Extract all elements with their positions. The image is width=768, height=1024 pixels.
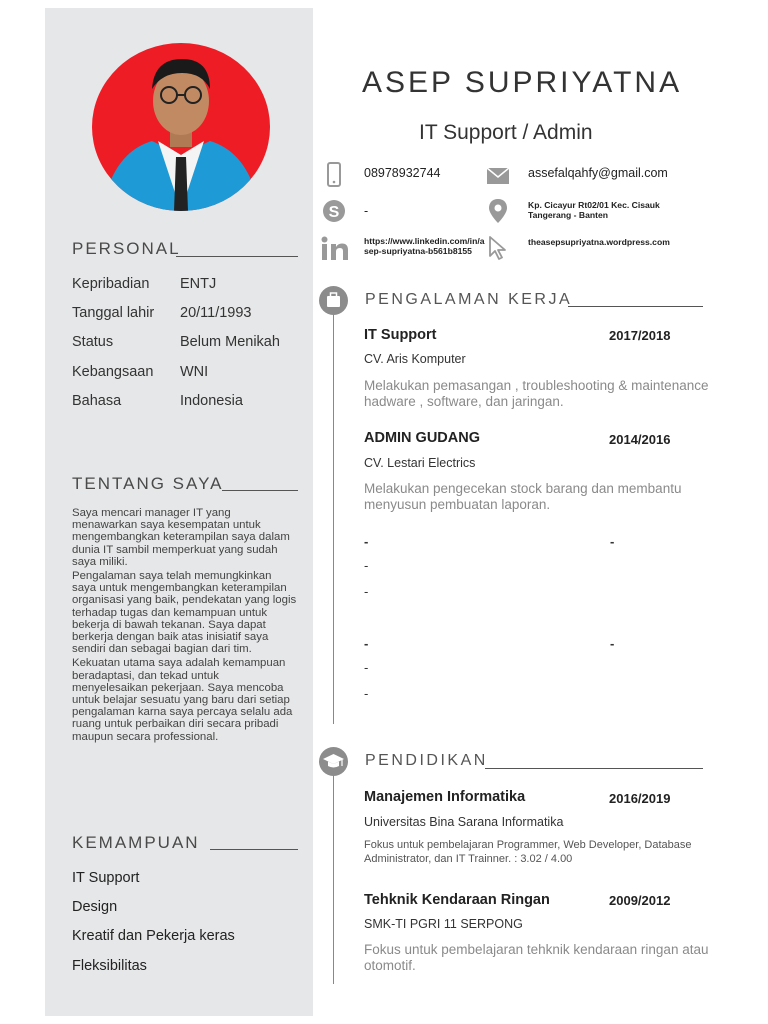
linkedin-icon	[321, 236, 349, 267]
skills-section-title: KEMAMPUAN	[72, 833, 200, 852]
personal-value: ENTJ	[180, 276, 217, 292]
job-title: IT Support	[364, 327, 437, 343]
location-icon	[488, 198, 508, 229]
phone-number[interactable]: 08978932744	[364, 166, 441, 180]
about-title-underline	[222, 490, 298, 491]
experience-timeline-line	[333, 300, 334, 724]
job-description-placeholder: -	[364, 686, 369, 701]
personal-row	[72, 364, 209, 380]
personal-label: Kebangsaan	[72, 364, 154, 380]
education-description: Fokus untuk pembelajaran tehknik kendaraan ringan atau otomotif.	[364, 942, 709, 973]
linkedin-url-line[interactable]: sep-supriyatna-b561b8155	[364, 246, 472, 256]
job-years: 2014/2016	[609, 432, 671, 447]
job-title-placeholder: -	[364, 534, 369, 549]
job-description: Melakukan pengecekan stock barang dan membantu menyusun pembuatan laporan.	[364, 481, 682, 512]
skill-item: Design	[72, 899, 118, 915]
job-description: Melakukan pemasangan , troubleshooting & maintenance hadware , software, dan jaringan.	[364, 378, 709, 409]
job-company: CV. Lestari Electrics	[364, 456, 476, 470]
svg-text:S: S	[328, 204, 340, 221]
experience-title-underline	[568, 306, 703, 307]
education-description: Fokus untuk pembelajaran Programmer, Web Developer, Database Administrator, dan IT Trainner. : 3.02 / 4.00	[364, 839, 692, 865]
education-years: 2016/2019	[609, 791, 671, 806]
about-paragraph: Pengalaman saya telah memungkinkan saya untuk mengembangkan keterampilan organisasi yang baik, pendekatan yang logis terhadap tugas dan kemampuan untuk bekerja di bawah tekanan. Saya dapat berkerja dengan baik atas inisiatif saya sendiri dan sebagai bagian dari tim.	[72, 570, 297, 656]
education-title: Tehknik Kendaraan Ringan	[364, 892, 550, 908]
address-line: Kp. Cicayur Rt02/01 Kec. Cisauk	[528, 200, 660, 210]
website-url[interactable]: theasepsupriyatna.wordpress.com	[528, 237, 670, 247]
about-text	[72, 507, 297, 745]
personal-row	[72, 334, 280, 350]
job-company-placeholder: -	[364, 558, 369, 573]
briefcase-icon	[319, 286, 348, 315]
about-paragraph: Kekuatan utama saya adalah kemampuan beradaptasi, dan tekad untuk menyelesaikan pekerjaan. Saya mencoba untuk belajar sesuatu yang baru dari setiap pengalaman karna saya percaya selalu ada ruang untuk perbaikan diri secara pribadi maupun secara professional.	[72, 657, 293, 743]
phone-icon	[326, 162, 342, 193]
job-years-placeholder: -	[610, 534, 615, 549]
education-timeline-line	[333, 762, 334, 984]
skype-id: -	[364, 204, 369, 218]
personal-title-underline	[176, 256, 298, 257]
skill-item: IT Support	[72, 870, 140, 886]
graduation-cap-icon	[319, 747, 348, 776]
personal-label: Status	[72, 334, 114, 350]
personal-row	[72, 276, 217, 292]
email-icon	[486, 167, 510, 190]
education-title: Manajemen Informatika	[364, 789, 526, 805]
personal-label: Kepribadian	[72, 276, 150, 292]
job-company: CV. Aris Komputer	[364, 352, 466, 366]
cursor-icon	[488, 235, 508, 266]
job-years-placeholder: -	[610, 636, 615, 651]
address-line: Tangerang - Banten	[528, 210, 609, 220]
full-name: ASEP SUPRIYATNA	[362, 66, 683, 99]
personal-row	[72, 305, 252, 321]
personal-section-title: PERSONAL	[72, 239, 181, 258]
job-company-placeholder: -	[364, 660, 369, 675]
skill-item: Fleksibilitas	[72, 958, 147, 974]
job-years: 2017/2018	[609, 328, 671, 343]
email-address[interactable]: assefalqahfy@gmail.com	[528, 166, 668, 180]
job-title: ADMIN GUDANG	[364, 430, 480, 446]
education-title-underline	[485, 768, 703, 769]
personal-label: Tanggal lahir	[72, 305, 155, 321]
address	[528, 200, 660, 220]
education-section-title: PENDIDIKAN	[365, 752, 488, 769]
personal-value: 20/11/1993	[180, 305, 252, 321]
about-paragraph: Saya mencari manager IT yang menawarkan saya kesempatan untuk mengembangkan keterampilan saya dalam dunia IT sambil memperkuat yang sudah saya miliki.	[72, 507, 290, 568]
personal-label: Bahasa	[72, 393, 122, 409]
personal-row	[72, 393, 243, 409]
personal-value: WNI	[180, 364, 209, 380]
education-years: 2009/2012	[609, 893, 671, 908]
about-section-title: TENTANG SAYA	[72, 474, 224, 493]
skype-icon	[321, 198, 347, 229]
job-title-placeholder: -	[364, 636, 369, 651]
job-description-placeholder: -	[364, 584, 369, 599]
linkedin-url[interactable]	[364, 236, 484, 256]
experience-section-title: PENGALAMAN KERJA	[365, 291, 573, 308]
profile-photo	[92, 43, 270, 211]
personal-value: Belum Menikah	[180, 334, 280, 350]
skills-title-underline	[210, 849, 298, 850]
education-school: SMK-TI PGRI 11 SERPONG	[364, 917, 523, 931]
linkedin-url-line[interactable]: https://www.linkedin.com/in/a	[364, 236, 485, 246]
personal-value: Indonesia	[180, 393, 243, 409]
skill-item: Kreatif dan Pekerja keras	[72, 928, 235, 944]
education-school: Universitas Bina Sarana Informatika	[364, 815, 564, 829]
job-role: IT Support / Admin	[419, 121, 593, 144]
